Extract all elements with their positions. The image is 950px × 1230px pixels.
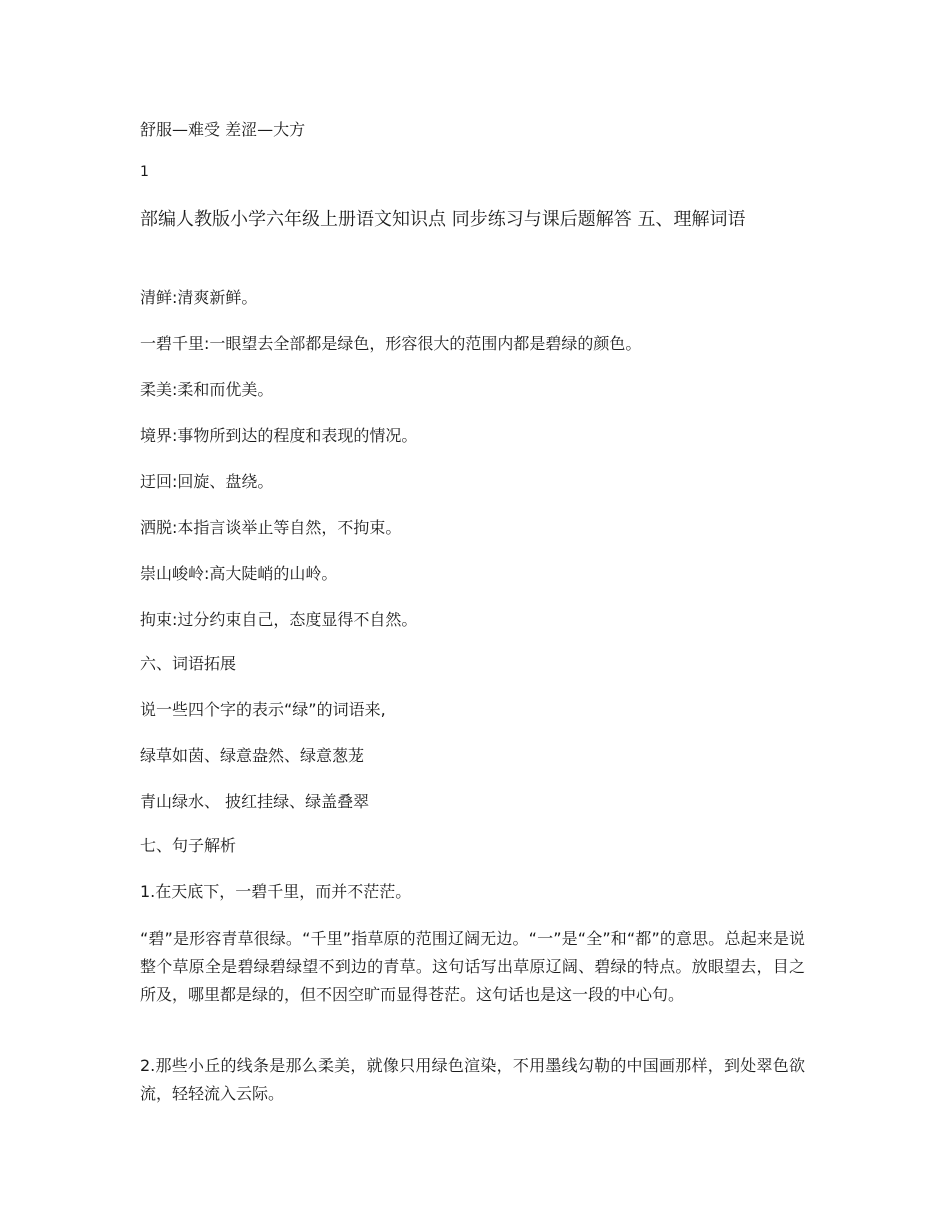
antonym-pairs: 舒服—难受 差涩—大方 <box>140 120 306 139</box>
definition-jingjie: 境界:事物所到达的程度和表现的情况。 <box>140 426 418 445</box>
sentence-2: 2.那些小丘的线条是那么柔美，就像只用绿色渲染，不用墨线勾勒的中国画那样，到处翠色欲流，轻轻流入云际。 <box>140 1056 805 1103</box>
definition-qingxian: 清鲜:清爽新鲜。 <box>140 288 258 307</box>
section-heading-7: 七、句子解析 <box>140 836 237 855</box>
green-words-line-2: 青山绿水、 披红挂绿、绿盖叠翠 <box>140 792 370 811</box>
section-heading-6: 六、词语拓展 <box>140 654 237 673</box>
definition-yuhui: 迂回:回旋、盘绕。 <box>140 472 274 491</box>
green-words-line-1: 绿草如茵、绿意盎然、绿意葱茏 <box>140 746 365 765</box>
page-number: 1 <box>140 164 149 180</box>
sentence-1: 1.在天底下，一碧千里，而并不茫茫。 <box>140 882 412 901</box>
definition-chongshanjunling: 崇山峻岭:高大陡峭的山岭。 <box>140 564 338 583</box>
section-title: 部编人教版小学六年级上册语文知识点 同步练习与课后题解答 五、理解词语 <box>140 209 746 230</box>
definition-jushu: 拘束:过分约束自己，态度显得不自然。 <box>140 610 418 629</box>
definition-roumei: 柔美:柔和而优美。 <box>140 380 274 399</box>
prompt-green-words: 说一些四个字的表示“绿”的词语来, <box>140 700 386 719</box>
sentence-1-explanation: “碧”是形容青草很绿。“千里”指草原的范围辽阔无边。“一”是“全”和“都”的意思。总起来是说整个草原全是碧绿碧绿望不到边的青草。这句话写出草原辽阔、碧绿的特点。放眼望去，目之所及，哪里都是绿的，但不因空旷而显得苍茫。这句话也是这一段的中心句。 <box>140 929 805 1004</box>
definition-yibiqianli: 一碧千里:一眼望去全部都是绿色，形容很大的范围内都是碧绿的颜色。 <box>140 334 642 353</box>
definition-satuo: 洒脱:本指言谈举止等自然，不拘束。 <box>140 518 402 537</box>
